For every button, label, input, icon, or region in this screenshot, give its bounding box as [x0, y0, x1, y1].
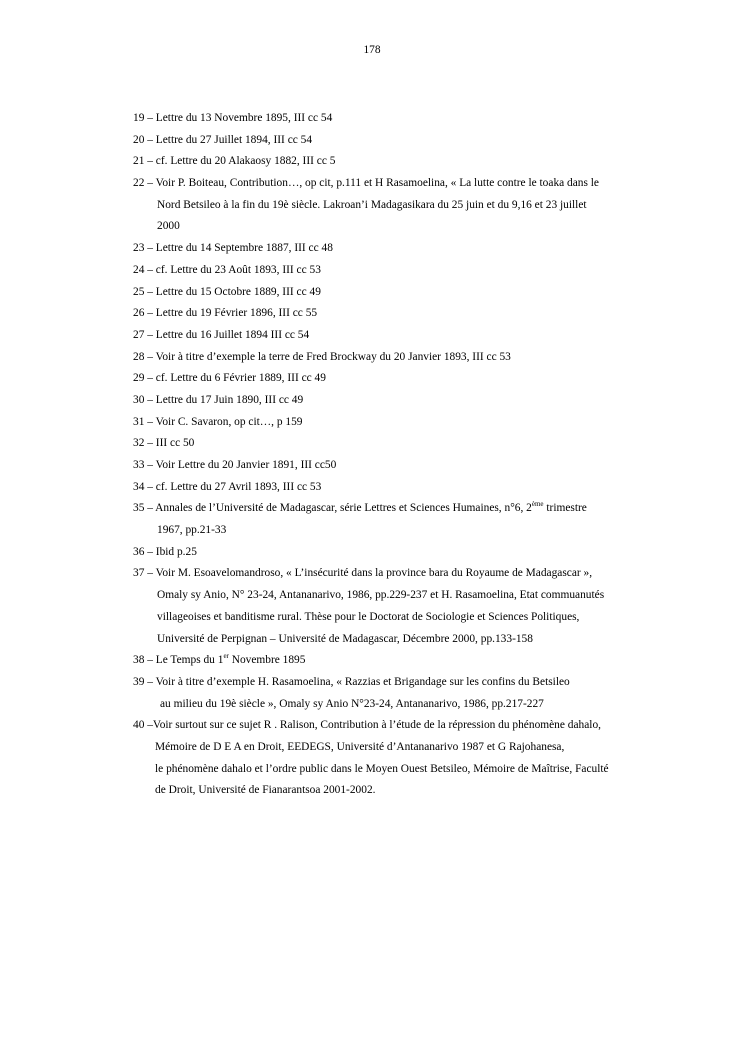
note-35-text-end: trimestre [543, 502, 587, 515]
note-35-text: 35 – Annales de l’Université de Madagascar, série Lettres et Sciences Humaines, n°6, 2 [133, 502, 532, 515]
note-22-line-2: Nord Betsileo à la fin du 19è siècle. Lakroan’i Madagasikara du 25 juin et du 9,16 et 23 juillet [157, 198, 587, 211]
note-28: 28 – Voir à titre d’exemple la terre de Fred Brockway du 20 Janvier 1893, III cc 53 [133, 350, 511, 363]
note-40-line-1: 40 –Voir surtout sur ce sujet R . Ralison, Contribution à l’étude de la répression du phénomène dahalo, [133, 719, 601, 732]
note-20: 20 – Lettre du 27 Juillet 1894, III cc 54 [133, 133, 313, 146]
note-32: 32 – III cc 50 [133, 437, 195, 450]
note-36: 36 – Ibid p.25 [133, 545, 197, 558]
note-38 [133, 650, 693, 672]
note-25: 25 – Lettre du 15 Octobre 1889, III cc 49 [133, 285, 321, 298]
note-19: 19 – Lettre du 13 Novembre 1895, III cc 54 [133, 112, 333, 124]
note-40-line-4: de Droit, Université de Fianarantsoa 2001-2002. [155, 784, 376, 797]
note-21: 21 – cf. Lettre du 20 Alakaosy 1882, III cc 5 [133, 155, 336, 168]
note-23: 23 – Lettre du 14 Septembre 1887, III cc 48 [133, 242, 333, 255]
note-38-superscript: er [223, 652, 229, 661]
note-37-line-4: Université de Perpignan – Université de Madagascar, Décembre 2000, pp.133-158 [157, 632, 533, 645]
note-37-line-1: 37 – Voir M. Esoavelomandroso, « L’insécurité dans la province bara du Royaume de Madagascar », [133, 567, 593, 580]
note-29: 29 – cf. Lettre du 6 Février 1889, III cc 49 [133, 372, 326, 385]
note-34: 34 – cf. Lettre du 27 Avril 1893, III cc 53 [133, 480, 322, 493]
note-38-text: 38 – Le Temps du 1 [133, 654, 224, 667]
note-40-line-3: le phénomène dahalo et l’ordre public dans le Moyen Ouest Betsileo, Mémoire de Maîtrise, Faculté [155, 762, 609, 775]
note-30: 30 – Lettre du 17 Juin 1890, III cc 49 [133, 393, 304, 406]
note-37-line-2: Omaly sy Anio, N° 23-24, Antananarivo, 1986, pp.229-237 et H. Rasamoelina, Etat commuanutés [157, 589, 605, 602]
note-39-line-1: 39 – Voir à titre d’exemple H. Rasamoelina, « Razzias et Brigandage sur les confins du Betsileo [133, 675, 570, 688]
note-24: 24 – cf. Lettre du 23 Août 1893, III cc 53 [133, 263, 321, 276]
note-38-text-end: Novembre 1895 [228, 654, 306, 667]
note-37-line-3: villageoises et banditisme rural. Thèse pour le Doctorat de Sociologie et Sciences Politiques, [157, 610, 580, 623]
note-39-line-2: au milieu du 19è siècle », Omaly sy Anio N°23-24, Antananarivo, 1986, pp.217-227 [160, 697, 544, 710]
endnotes-list [133, 108, 693, 802]
note-27: 27 – Lettre du 16 Juillet 1894 III cc 54 [133, 328, 310, 341]
page-number: 178 [363, 44, 381, 56]
note-40-line-2: Mémoire de D E A en Droit, EEDEGS, Université d’Antananarivo 1987 et G Rajohanesa, [155, 740, 565, 753]
note-22-line-1: 22 – Voir P. Boiteau, Contribution…, op cit, p.111 et H Rasamoelina, « La lutte contre le toaka dans le [133, 177, 599, 190]
note-22-line-3: 2000 [157, 220, 180, 233]
note-26: 26 – Lettre du 19 Février 1896, III cc 55 [133, 307, 318, 320]
note-31: 31 – Voir C. Savaron, op cit…, p 159 [133, 415, 303, 428]
note-33: 33 – Voir Lettre du 20 Janvier 1891, III cc50 [133, 459, 337, 471]
note-35-superscript: ème [531, 500, 544, 509]
note-35-line-2: 1967, pp.21-33 [157, 524, 227, 537]
note-35-line-1 [133, 498, 693, 520]
